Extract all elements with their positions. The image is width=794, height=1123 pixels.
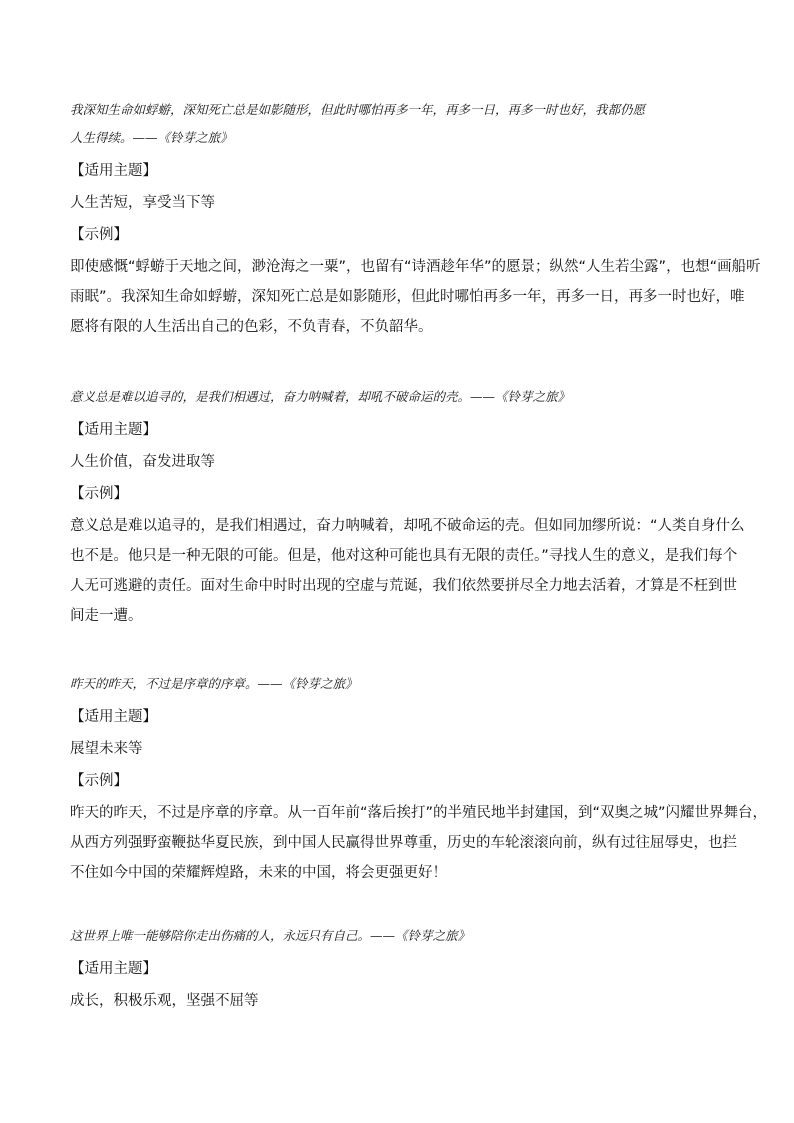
quote-section-2 <box>70 383 745 631</box>
theme-label: 【适用主题】 <box>70 163 157 179</box>
example-line: 即使感慨“蜉蝣于天地之间，渺沧海之一粟”，也留有“诗酒趁年华”的愿景；纵然“人生若尘露”，也想“画船听 <box>70 259 761 275</box>
quote-line: 这世界上唯一能够陪你走出伤痛的人，永远只有自己。——《铃芽之旅》 <box>70 928 471 943</box>
example-label: 【示例】 <box>70 227 128 243</box>
example-label: 【示例】 <box>70 486 128 502</box>
example-line: 雨眠”。我深知生命如蜉蝣，深知死亡总是如影随形，但此时哪怕再多一年，再多一日，再多一时也好，唯 <box>70 289 745 305</box>
quote-section-4 <box>70 922 724 1014</box>
example-paragraph <box>70 511 745 631</box>
theme-label: 【适用主题】 <box>70 422 157 438</box>
quote-line: 我深知生命如蜉蝣，深知死亡总是如影随形，但此时哪怕再多一年，再多一日，再多一时也好，我都仍愿 <box>70 102 646 117</box>
example-line: 也不是。他只是一种无限的可能。但是，他对这种可能也具有无限的责任。”寻找人生的意义，是我们每个 <box>70 548 738 564</box>
quote-text <box>70 922 724 950</box>
quote-text <box>70 670 724 698</box>
example-paragraph <box>70 252 761 342</box>
quote-line: 昨天的昨天，不过是序章的序章。——《铃芽之旅》 <box>70 676 358 691</box>
theme-text: 人生苦短，享受当下等 <box>70 195 215 211</box>
theme-text: 人生价值，奋发进取等 <box>70 454 215 470</box>
example-label: 【示例】 <box>70 773 128 789</box>
quote-section-3 <box>70 670 768 888</box>
theme-label: 【适用主题】 <box>70 961 157 977</box>
example-line: 意义总是难以追寻的，是我们相遇过，奋力呐喊着，却吼不破命运的壳。但如同加缪所说：“人类自身什么 <box>70 518 745 534</box>
example-line: 愿将有限的人生活出自己的色彩，不负青春，不负韶华。 <box>70 319 433 335</box>
quote-text <box>70 383 724 411</box>
example-paragraph <box>70 798 768 888</box>
quote-section-1 <box>70 96 761 342</box>
example-line: 间走一遭。 <box>70 608 143 624</box>
example-line: 昨天的昨天，不过是序章的序章。从一百年前“落后挨打”的半殖民地半封建国，到“双奥之城”闪耀世界舞台， <box>70 805 768 821</box>
quote-text <box>70 96 724 152</box>
example-line: 不住如今中国的荣耀辉煌路，未来的中国，将会更强更好！ <box>70 865 447 881</box>
theme-text: 成长，积极乐观，坚强不屈等 <box>70 993 259 1009</box>
example-line: 从西方列强野蛮鞭挞华夏民族，到中国人民赢得世界尊重，历史的车轮滚滚向前，纵有过往屈辱史，也拦 <box>70 835 737 851</box>
theme-text: 展望未来等 <box>70 741 143 757</box>
quote-line: 人生得续。——《铃芽之旅》 <box>70 130 233 145</box>
quote-line: 意义总是难以追寻的，是我们相遇过，奋力呐喊着，却吼不破命运的壳。——《铃芽之旅》 <box>70 389 571 404</box>
theme-label: 【适用主题】 <box>70 709 157 725</box>
example-line: 人无可逃避的责任。面对生命中时时出现的空虚与荒诞，我们依然要拼尽全力地去活着，才算是不枉到世 <box>70 578 737 594</box>
